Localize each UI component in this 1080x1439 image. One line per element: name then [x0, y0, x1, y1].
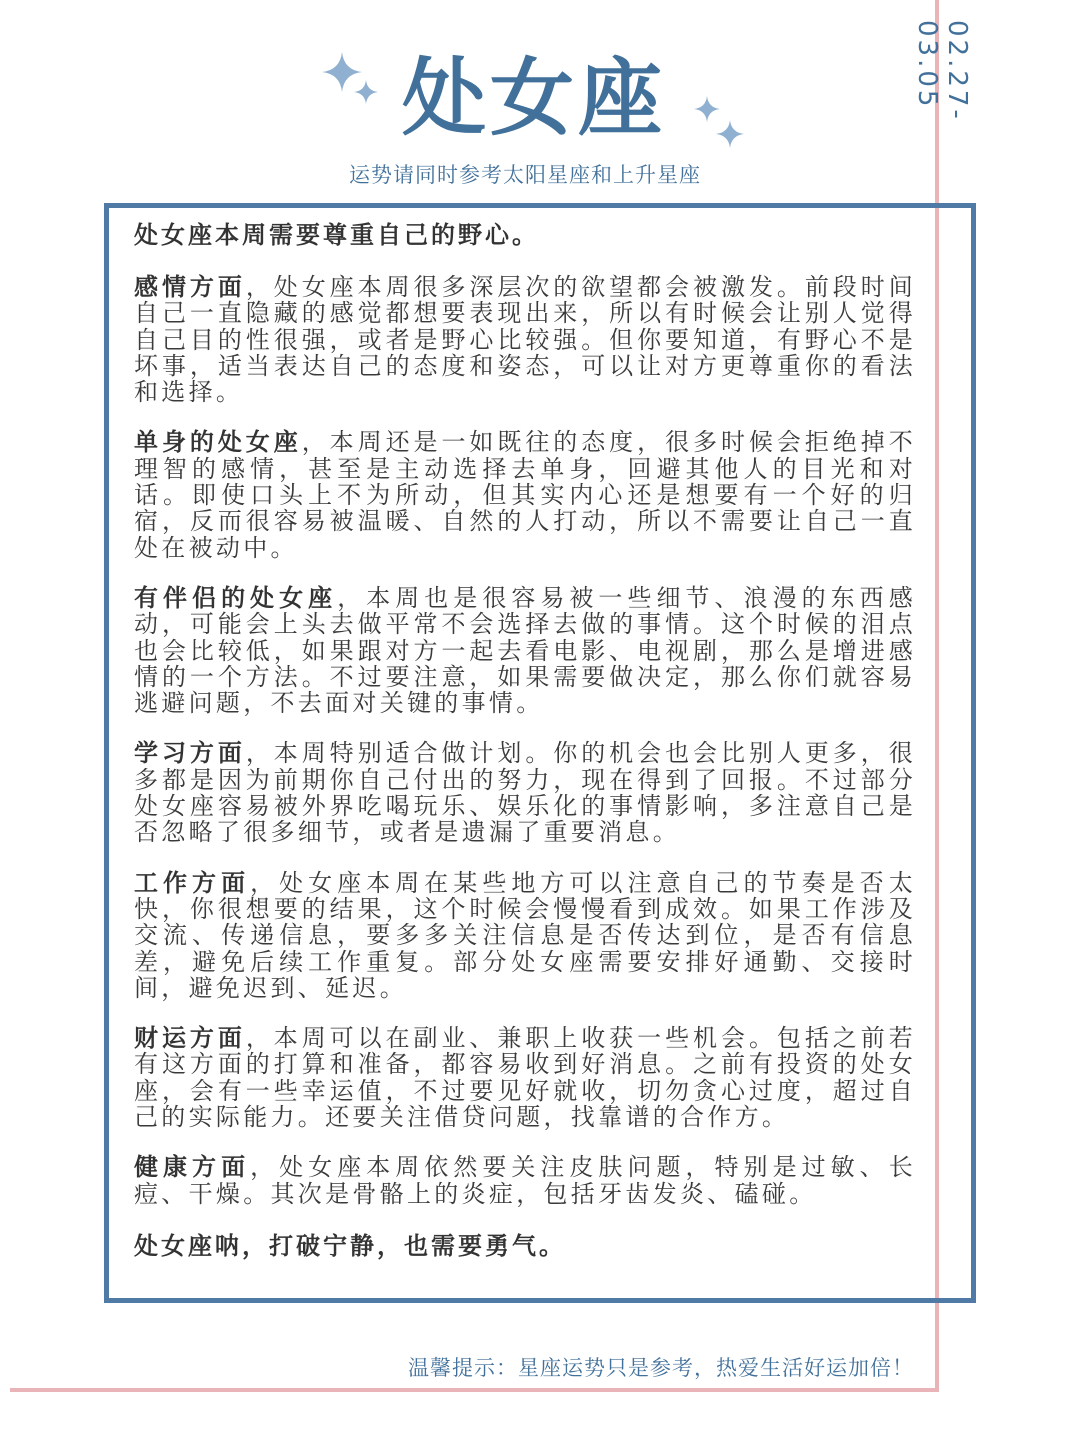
title-area — [320, 40, 760, 150]
closing-sentence: 处女座呐，打破宁静，也需要勇气。 — [134, 1231, 566, 1260]
sparkle-icon — [716, 120, 744, 148]
date-range: 02.27-03.05 — [912, 20, 972, 122]
section-heading: 有伴侣的处女座 — [134, 583, 338, 612]
page-title: 处女座 — [402, 49, 667, 147]
section-study — [134, 740, 916, 845]
section-text: ，处女座本周在某些地方可以注意自己的节奏是否太快，你很想要的结果，这个时候会慢慢看到成效。如果工作涉及交流、传递信息，要多多关注信息是否传达到位，是否有信息差，避免后续工作重复。部分处女座需要安排好通勤、交接时间，避免迟到、延迟。 — [134, 868, 916, 1002]
footer-tip: 温馨提示：星座运势只是参考，热爱生活好运加倍！ — [408, 1356, 914, 1380]
section-text: ，本周可以在副业、兼职上收获一些机会。包括之前若有这方面的打算和准备，都容易收到好消息。之前有投资的处女座，会有一些幸运值，不过要见好就收，切勿贪心过度，超过自己的实际能力。还要关注借贷问题，找靠谱的合作方。 — [134, 1024, 916, 1132]
section-heading: 感情方面 — [134, 273, 246, 301]
section-text: ，处女座本周很多深层次的欲望都会被激发。前段时间自己一直隐藏的感觉都想要表现出来，所以有时候会让别人觉得自己目的性很强，或者是野心比较强。但你要知道，有野心不是坏事，适当表达自己的态度和姿态，可以让对方更尊重你的看法和选择。 — [134, 273, 916, 407]
lead-sentence: 处女座本周需要尊重自己的野心。 — [134, 221, 539, 249]
section-wealth — [134, 1025, 916, 1130]
section-text: ，处女座本周依然要关注皮肤问题，特别是过敏、长痘、干燥。其次是骨骼上的炎症，包括牙齿发炎、磕碰。 — [134, 1153, 916, 1208]
horoscope-content — [134, 220, 916, 1261]
section-heading: 财运方面 — [134, 1024, 246, 1053]
section-partnered — [134, 585, 916, 716]
section-heading: 学习方面 — [134, 739, 246, 768]
subtitle: 运势请同时参考太阳星座和上升星座 — [349, 163, 701, 187]
section-health — [134, 1154, 916, 1207]
section-work — [134, 870, 916, 1001]
sparkle-icon — [694, 96, 720, 122]
section-heading: 单身的处女座 — [134, 428, 302, 457]
section-text: ，本周也是很容易被一些细节、浪漫的东西感动，可能会上头去做平常不会选择去做的事情。这个时候的泪点也会比较低，如果跟对方一起去看电影、电视剧，那么是增进感情的一个方法。不过要注意，如果需要做决定，那么你们就容易逃避问题，不去面对关键的事情。 — [134, 583, 916, 718]
sparkle-icon — [354, 80, 378, 104]
section-heading: 健康方面 — [134, 1153, 251, 1182]
section-love — [134, 274, 916, 405]
section-text: ，本周特别适合做计划。你的机会也会比别人更多，很多都是因为前期你自己付出的努力，现在得到了回报。不过部分处女座容易被外界吃喝玩乐、娱乐化的事情影响，多注意自己是否忽略了很多细节，或者是遗漏了重要消息。 — [134, 739, 916, 847]
section-single — [134, 429, 916, 560]
decorative-pink-horizontal-line — [10, 1388, 939, 1392]
section-text: ，本周还是一如既往的态度，很多时候会拒绝掉不理智的感情，甚至是主动选择去单身，回避其他人的目光和对话。即使口头上不为所动，但其实内心还是想要有一个好的归宿，反而很容易被温暖、自然的人打动，所以不需要让自己一直处在被动中。 — [134, 428, 916, 562]
section-heading: 工作方面 — [134, 868, 251, 897]
